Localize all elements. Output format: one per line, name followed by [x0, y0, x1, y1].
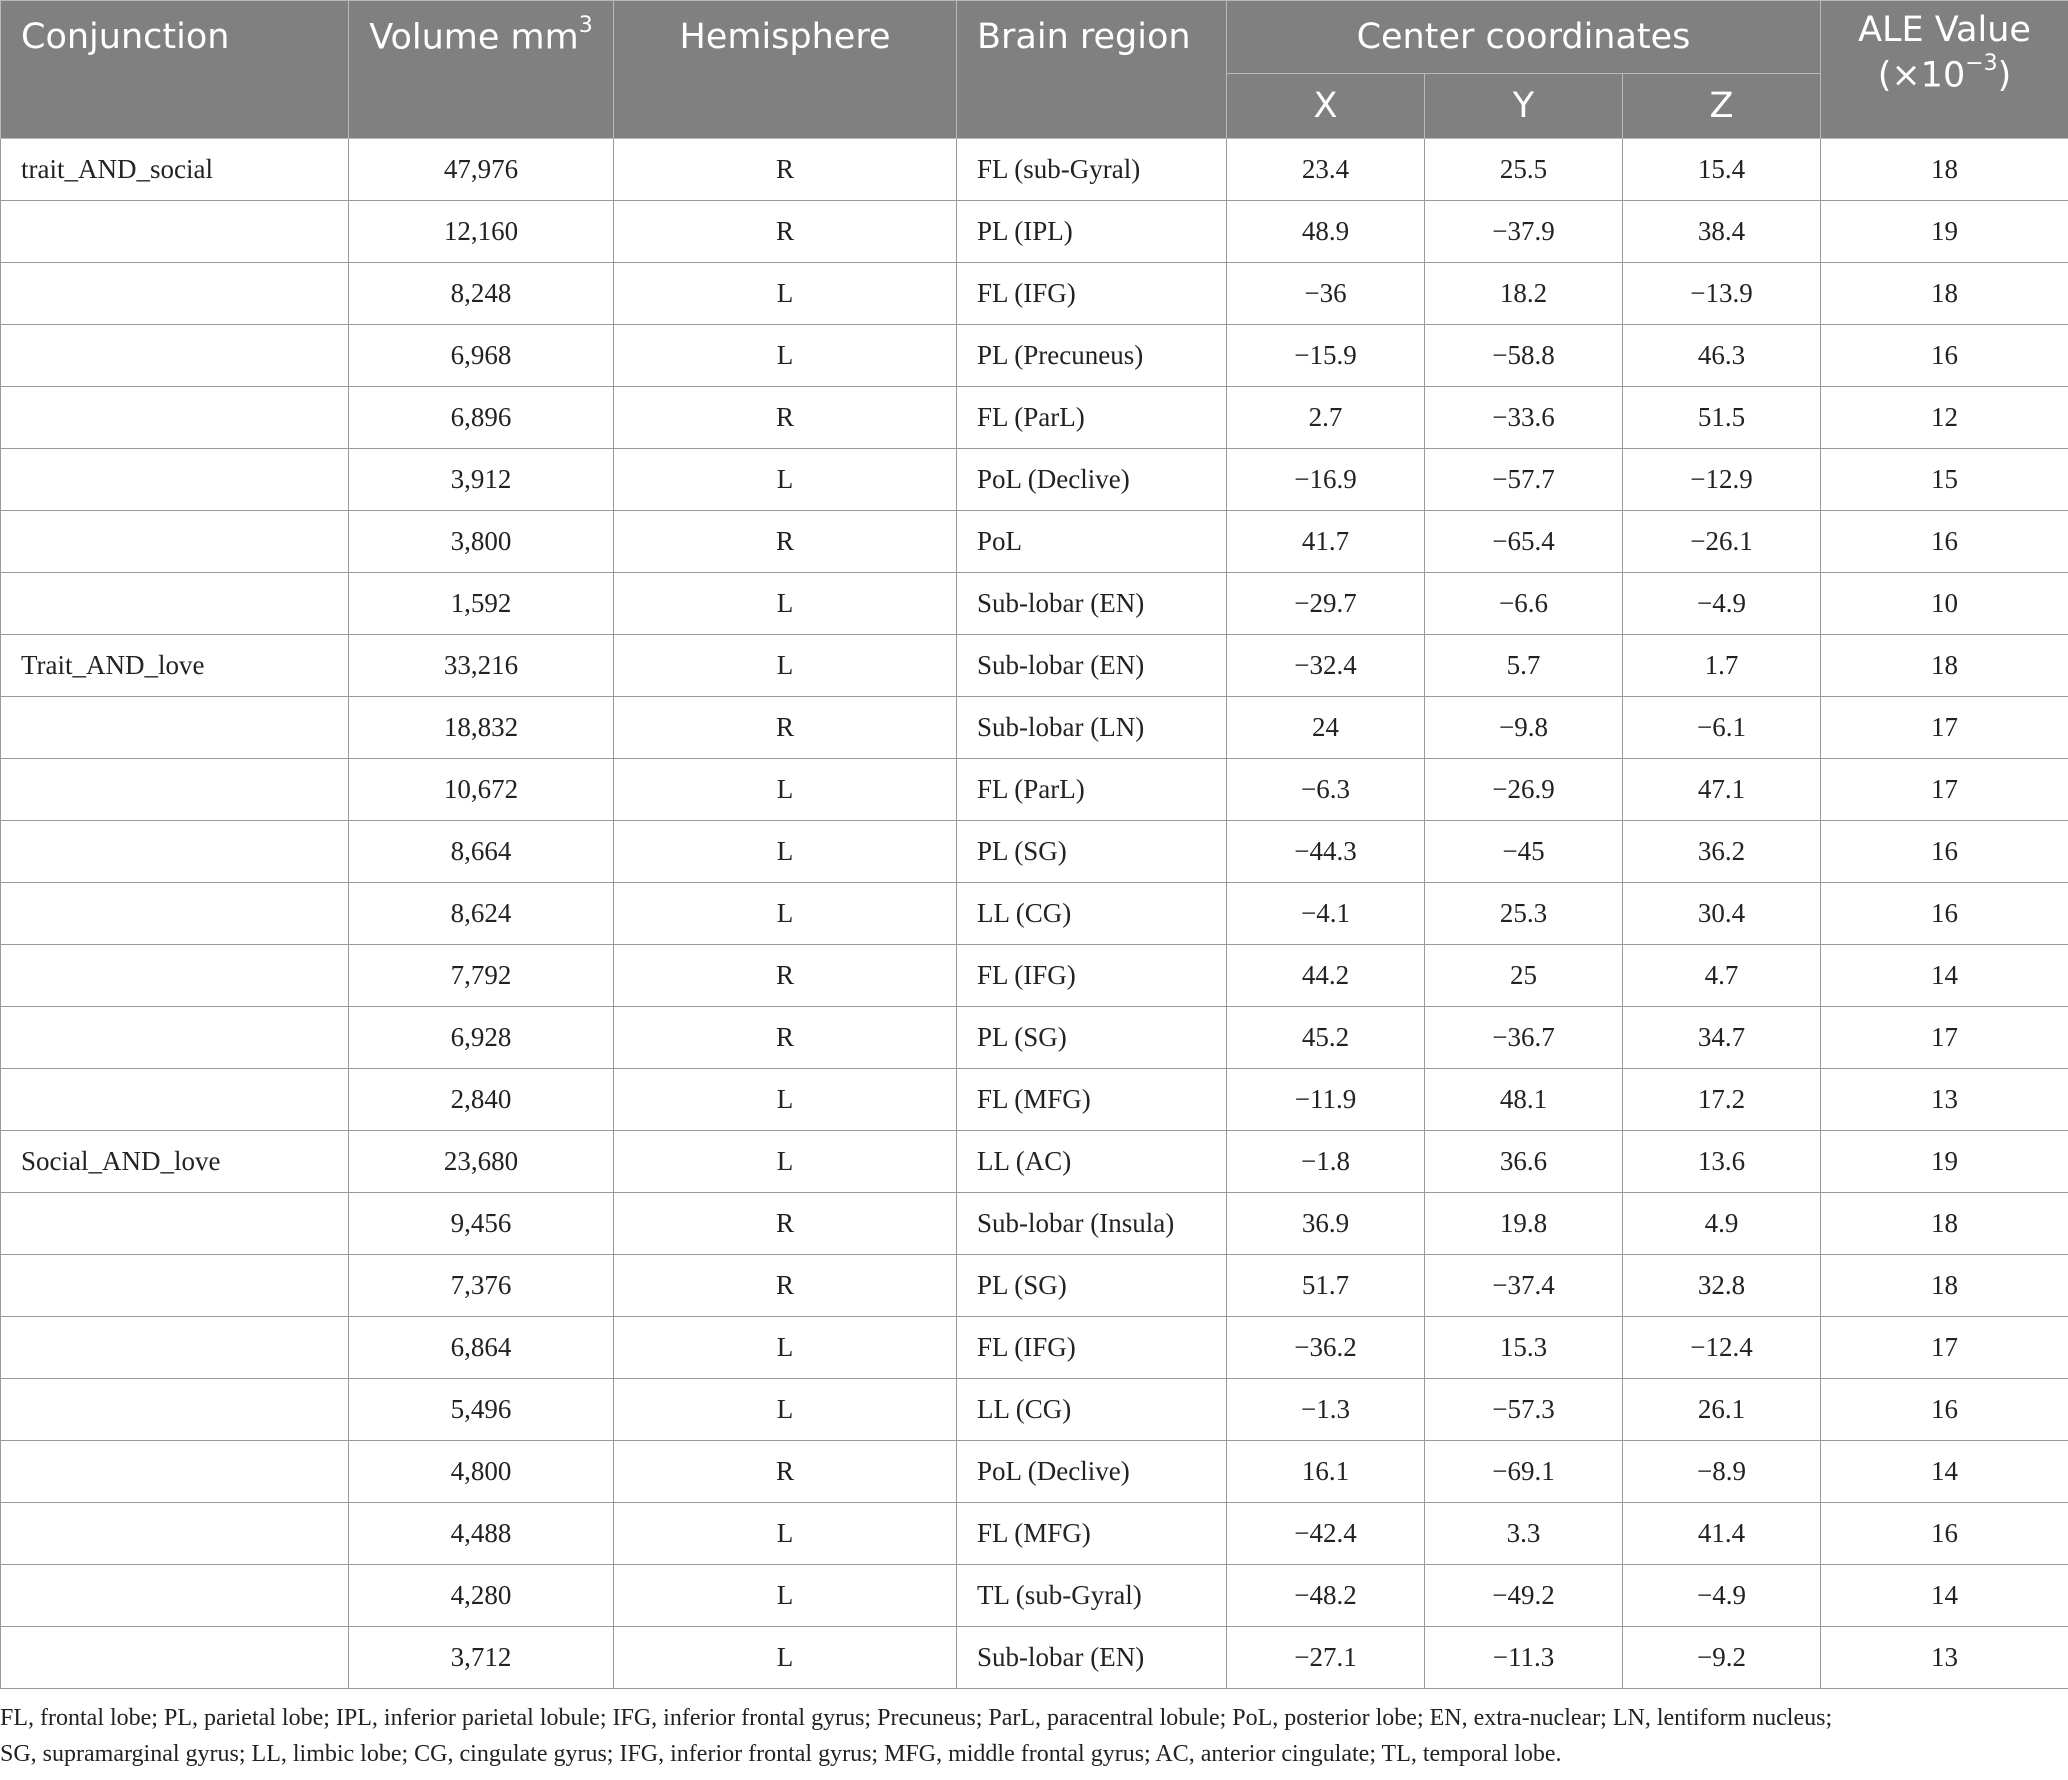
- cell-z: −4.9: [1623, 573, 1821, 635]
- cell-x: −42.4: [1227, 1503, 1425, 1565]
- cell-ale-value: 13: [1821, 1627, 2068, 1689]
- cell-y: 18.2: [1425, 263, 1623, 325]
- cell-z: 30.4: [1623, 883, 1821, 945]
- cell-x: −27.1: [1227, 1627, 1425, 1689]
- cell-hemisphere: R: [614, 1441, 957, 1503]
- cell-ale-value: 16: [1821, 325, 2068, 387]
- cell-conjunction: [1, 387, 349, 449]
- cell-z: 47.1: [1623, 759, 1821, 821]
- cell-z: 4.9: [1623, 1193, 1821, 1255]
- cell-z: 46.3: [1623, 325, 1821, 387]
- cell-y: 36.6: [1425, 1131, 1623, 1193]
- cell-volume: 4,800: [349, 1441, 614, 1503]
- cell-y: −33.6: [1425, 387, 1623, 449]
- cell-z: 32.8: [1623, 1255, 1821, 1317]
- table-row: [1, 1503, 2068, 1565]
- cell-volume: 8,248: [349, 263, 614, 325]
- cell-z: 26.1: [1623, 1379, 1821, 1441]
- cell-brain-region: FL (MFG): [957, 1503, 1227, 1565]
- table-row: [1, 1007, 2068, 1069]
- cell-conjunction: [1, 945, 349, 1007]
- cell-ale-value: 17: [1821, 1007, 2068, 1069]
- cell-conjunction: [1, 1503, 349, 1565]
- table-body: [1, 139, 2068, 1689]
- cell-x: −44.3: [1227, 821, 1425, 883]
- cell-conjunction: [1, 1379, 349, 1441]
- footnote-line-2: SG, supramarginal gyrus; LL, limbic lobe; CG, cingulate gyrus; IFG, inferior frontal gyrus; MFG, middle frontal gyrus; AC, anterior cingulate; TL, temporal lobe.: [0, 1741, 1562, 1767]
- cell-conjunction: [1, 511, 349, 573]
- cell-conjunction: [1, 449, 349, 511]
- table-row: [1, 1131, 2068, 1193]
- cell-y: −6.6: [1425, 573, 1623, 635]
- cell-hemisphere: L: [614, 1627, 957, 1689]
- cell-volume: 3,712: [349, 1627, 614, 1689]
- cell-ale-value: 18: [1821, 139, 2068, 201]
- table-row: [1, 387, 2068, 449]
- cell-ale-value: 14: [1821, 1441, 2068, 1503]
- cell-y: −36.7: [1425, 1007, 1623, 1069]
- cell-hemisphere: R: [614, 511, 957, 573]
- cell-brain-region: FL (IFG): [957, 945, 1227, 1007]
- table-row: [1, 1379, 2068, 1441]
- cell-volume: 33,216: [349, 635, 614, 697]
- table-row: [1, 573, 2068, 635]
- cell-volume: 7,792: [349, 945, 614, 1007]
- cell-brain-region: FL (ParL): [957, 387, 1227, 449]
- cell-volume: 12,160: [349, 201, 614, 263]
- cell-conjunction: [1, 1565, 349, 1627]
- cell-z: −9.2: [1623, 1627, 1821, 1689]
- cell-hemisphere: L: [614, 635, 957, 697]
- cell-z: −6.1: [1623, 697, 1821, 759]
- cell-hemisphere: L: [614, 759, 957, 821]
- cell-y: 3.3: [1425, 1503, 1623, 1565]
- header-hemisphere: Hemisphere: [614, 1, 957, 139]
- cell-z: 1.7: [1623, 635, 1821, 697]
- cell-y: 48.1: [1425, 1069, 1623, 1131]
- cell-conjunction: [1, 1007, 349, 1069]
- cell-ale-value: 19: [1821, 1131, 2068, 1193]
- cell-brain-region: FL (sub-Gyral): [957, 139, 1227, 201]
- table-row: [1, 635, 2068, 697]
- cell-volume: 6,896: [349, 387, 614, 449]
- cell-x: 36.9: [1227, 1193, 1425, 1255]
- cell-hemisphere: L: [614, 883, 957, 945]
- cell-conjunction: [1, 1193, 349, 1255]
- cell-hemisphere: L: [614, 263, 957, 325]
- cell-x: −36.2: [1227, 1317, 1425, 1379]
- cell-hemisphere: L: [614, 1069, 957, 1131]
- cell-y: −9.8: [1425, 697, 1623, 759]
- cell-z: 15.4: [1623, 139, 1821, 201]
- cell-conjunction: [1, 1069, 349, 1131]
- cell-volume: 47,976: [349, 139, 614, 201]
- cell-y: −58.8: [1425, 325, 1623, 387]
- cell-ale-value: 19: [1821, 201, 2068, 263]
- cell-volume: 5,496: [349, 1379, 614, 1441]
- cell-conjunction: [1, 1255, 349, 1317]
- cell-conjunction: [1, 1317, 349, 1379]
- cell-volume: 3,800: [349, 511, 614, 573]
- cell-volume: 4,488: [349, 1503, 614, 1565]
- table-row: [1, 325, 2068, 387]
- cell-x: −36: [1227, 263, 1425, 325]
- cell-x: −6.3: [1227, 759, 1425, 821]
- header-brain-region: Brain region: [957, 1, 1227, 139]
- cell-ale-value: 13: [1821, 1069, 2068, 1131]
- cell-volume: 23,680: [349, 1131, 614, 1193]
- cell-hemisphere: R: [614, 387, 957, 449]
- cell-ale-value: 16: [1821, 821, 2068, 883]
- cell-ale-value: 14: [1821, 945, 2068, 1007]
- table-row: [1, 1565, 2068, 1627]
- footnote-line-1: FL, frontal lobe; PL, parietal lobe; IPL, inferior parietal lobule; IFG, inferior frontal gyrus; Precuneus; ParL, paracentral lobule; PoL, posterior lobe; EN, extra-nuclear; LN, lentiform nucleus;: [0, 1705, 1833, 1731]
- cell-x: −16.9: [1227, 449, 1425, 511]
- cell-z: 36.2: [1623, 821, 1821, 883]
- cell-brain-region: FL (MFG): [957, 1069, 1227, 1131]
- cell-ale-value: 15: [1821, 449, 2068, 511]
- cell-x: −15.9: [1227, 325, 1425, 387]
- cell-brain-region: PoL (Declive): [957, 449, 1227, 511]
- cell-y: −57.7: [1425, 449, 1623, 511]
- cell-conjunction: [1, 883, 349, 945]
- cell-x: 16.1: [1227, 1441, 1425, 1503]
- cell-conjunction: trait_AND_social: [1, 139, 349, 201]
- cell-z: 38.4: [1623, 201, 1821, 263]
- table-row: [1, 449, 2068, 511]
- header-conjunction: Conjunction: [1, 1, 349, 139]
- cell-ale-value: 18: [1821, 1193, 2068, 1255]
- table-row: [1, 821, 2068, 883]
- cell-volume: 7,376: [349, 1255, 614, 1317]
- cell-brain-region: FL (IFG): [957, 263, 1227, 325]
- table-row: [1, 139, 2068, 201]
- cell-hemisphere: R: [614, 1007, 957, 1069]
- table-row: [1, 883, 2068, 945]
- cell-y: −49.2: [1425, 1565, 1623, 1627]
- cell-hemisphere: R: [614, 697, 957, 759]
- cell-x: −29.7: [1227, 573, 1425, 635]
- cell-brain-region: Sub-lobar (LN): [957, 697, 1227, 759]
- table-header: [1, 1, 2068, 139]
- cell-ale-value: 17: [1821, 697, 2068, 759]
- cell-y: −69.1: [1425, 1441, 1623, 1503]
- header-ale-value: ALE Value $(\times 10^{-3})$: [1821, 1, 2068, 139]
- cell-brain-region: PL (SG): [957, 1255, 1227, 1317]
- cell-y: −26.9: [1425, 759, 1623, 821]
- table-row: [1, 201, 2068, 263]
- cell-y: 5.7: [1425, 635, 1623, 697]
- table-row: [1, 1069, 2068, 1131]
- cell-conjunction: Social_AND_love: [1, 1131, 349, 1193]
- cell-z: 34.7: [1623, 1007, 1821, 1069]
- cell-z: 51.5: [1623, 387, 1821, 449]
- cell-volume: 4,280: [349, 1565, 614, 1627]
- cell-ale-value: 18: [1821, 635, 2068, 697]
- cell-y: −37.4: [1425, 1255, 1623, 1317]
- cell-y: −65.4: [1425, 511, 1623, 573]
- cell-conjunction: [1, 821, 349, 883]
- cell-z: 17.2: [1623, 1069, 1821, 1131]
- cell-y: 25: [1425, 945, 1623, 1007]
- cell-conjunction: [1, 759, 349, 821]
- cell-brain-region: FL (ParL): [957, 759, 1227, 821]
- cell-x: 24: [1227, 697, 1425, 759]
- cell-x: −1.8: [1227, 1131, 1425, 1193]
- cell-brain-region: LL (CG): [957, 1379, 1227, 1441]
- cell-brain-region: PL (SG): [957, 821, 1227, 883]
- cell-brain-region: Sub-lobar (Insula): [957, 1193, 1227, 1255]
- cell-conjunction: [1, 1627, 349, 1689]
- cell-hemisphere: L: [614, 1317, 957, 1379]
- cell-x: −11.9: [1227, 1069, 1425, 1131]
- cell-hemisphere: R: [614, 945, 957, 1007]
- cell-volume: 6,968: [349, 325, 614, 387]
- cell-x: 45.2: [1227, 1007, 1425, 1069]
- header-volume: Volume $mm^3$: [349, 1, 614, 139]
- cell-hemisphere: L: [614, 1379, 957, 1441]
- table-row: [1, 759, 2068, 821]
- cell-ale-value: 17: [1821, 1317, 2068, 1379]
- cell-z: −12.9: [1623, 449, 1821, 511]
- cell-x: 51.7: [1227, 1255, 1425, 1317]
- table-footnote: [0, 1700, 2060, 1772]
- table-row: [1, 1193, 2068, 1255]
- cell-y: 19.8: [1425, 1193, 1623, 1255]
- cell-brain-region: Sub-lobar (EN): [957, 573, 1227, 635]
- header-x: X: [1227, 74, 1425, 139]
- cell-x: 48.9: [1227, 201, 1425, 263]
- cell-volume: 9,456: [349, 1193, 614, 1255]
- cell-volume: 1,592: [349, 573, 614, 635]
- cell-volume: 6,864: [349, 1317, 614, 1379]
- cell-hemisphere: L: [614, 1565, 957, 1627]
- cell-volume: 8,624: [349, 883, 614, 945]
- cell-x: 41.7: [1227, 511, 1425, 573]
- cell-ale-value: 10: [1821, 573, 2068, 635]
- cell-brain-region: PL (Precuneus): [957, 325, 1227, 387]
- cell-ale-value: 18: [1821, 1255, 2068, 1317]
- cell-ale-value: 16: [1821, 1379, 2068, 1441]
- table-row: [1, 263, 2068, 325]
- cell-brain-region: LL (CG): [957, 883, 1227, 945]
- cell-y: −11.3: [1425, 1627, 1623, 1689]
- cell-y: −57.3: [1425, 1379, 1623, 1441]
- cell-brain-region: PL (IPL): [957, 201, 1227, 263]
- cell-z: 4.7: [1623, 945, 1821, 1007]
- cell-conjunction: [1, 263, 349, 325]
- cell-hemisphere: L: [614, 1503, 957, 1565]
- cell-y: 15.3: [1425, 1317, 1623, 1379]
- cell-brain-region: PoL (Declive): [957, 1441, 1227, 1503]
- cell-hemisphere: L: [614, 573, 957, 635]
- cell-ale-value: 17: [1821, 759, 2068, 821]
- cell-x: −32.4: [1227, 635, 1425, 697]
- header-center-coordinates: Center coordinates: [1227, 1, 1821, 74]
- cell-x: 44.2: [1227, 945, 1425, 1007]
- cell-ale-value: 16: [1821, 1503, 2068, 1565]
- table-row: [1, 697, 2068, 759]
- cell-x: 2.7: [1227, 387, 1425, 449]
- cell-ale-value: 12: [1821, 387, 2068, 449]
- cell-hemisphere: L: [614, 325, 957, 387]
- cell-z: −13.9: [1623, 263, 1821, 325]
- cell-volume: 2,840: [349, 1069, 614, 1131]
- cell-volume: 10,672: [349, 759, 614, 821]
- table-row: [1, 1255, 2068, 1317]
- table-row: [1, 945, 2068, 1007]
- cell-z: 41.4: [1623, 1503, 1821, 1565]
- cell-hemisphere: R: [614, 1193, 957, 1255]
- cell-volume: 18,832: [349, 697, 614, 759]
- cell-conjunction: [1, 201, 349, 263]
- cell-hemisphere: R: [614, 201, 957, 263]
- cell-ale-value: 14: [1821, 1565, 2068, 1627]
- cell-z: −26.1: [1623, 511, 1821, 573]
- cell-x: 23.4: [1227, 139, 1425, 201]
- cell-z: −12.4: [1623, 1317, 1821, 1379]
- cell-conjunction: [1, 1441, 349, 1503]
- cell-brain-region: FL (IFG): [957, 1317, 1227, 1379]
- cell-brain-region: PL (SG): [957, 1007, 1227, 1069]
- cell-hemisphere: L: [614, 449, 957, 511]
- cell-ale-value: 16: [1821, 511, 2068, 573]
- table-row: [1, 1441, 2068, 1503]
- cell-y: −45: [1425, 821, 1623, 883]
- table-row: [1, 1317, 2068, 1379]
- cell-brain-region: PoL: [957, 511, 1227, 573]
- cell-z: −8.9: [1623, 1441, 1821, 1503]
- cell-y: −37.9: [1425, 201, 1623, 263]
- header-y: Y: [1425, 74, 1623, 139]
- cell-x: −4.1: [1227, 883, 1425, 945]
- cell-y: 25.5: [1425, 139, 1623, 201]
- table-row: [1, 511, 2068, 573]
- cell-conjunction: [1, 325, 349, 387]
- cell-hemisphere: L: [614, 1131, 957, 1193]
- cell-conjunction: [1, 697, 349, 759]
- header-z: Z: [1623, 74, 1821, 139]
- cell-brain-region: TL (sub-Gyral): [957, 1565, 1227, 1627]
- cell-x: −48.2: [1227, 1565, 1425, 1627]
- cell-volume: 3,912: [349, 449, 614, 511]
- cell-conjunction: Trait_AND_love: [1, 635, 349, 697]
- cell-ale-value: 16: [1821, 883, 2068, 945]
- cell-hemisphere: L: [614, 821, 957, 883]
- cell-brain-region: Sub-lobar (EN): [957, 635, 1227, 697]
- cell-ale-value: 18: [1821, 263, 2068, 325]
- cell-volume: 6,928: [349, 1007, 614, 1069]
- cell-x: −1.3: [1227, 1379, 1425, 1441]
- cell-volume: 8,664: [349, 821, 614, 883]
- cell-hemisphere: R: [614, 1255, 957, 1317]
- cell-conjunction: [1, 573, 349, 635]
- cell-y: 25.3: [1425, 883, 1623, 945]
- cell-z: 13.6: [1623, 1131, 1821, 1193]
- table-row: [1, 1627, 2068, 1689]
- cell-brain-region: LL (AC): [957, 1131, 1227, 1193]
- cell-z: −4.9: [1623, 1565, 1821, 1627]
- cell-hemisphere: R: [614, 139, 957, 201]
- cell-brain-region: Sub-lobar (EN): [957, 1627, 1227, 1689]
